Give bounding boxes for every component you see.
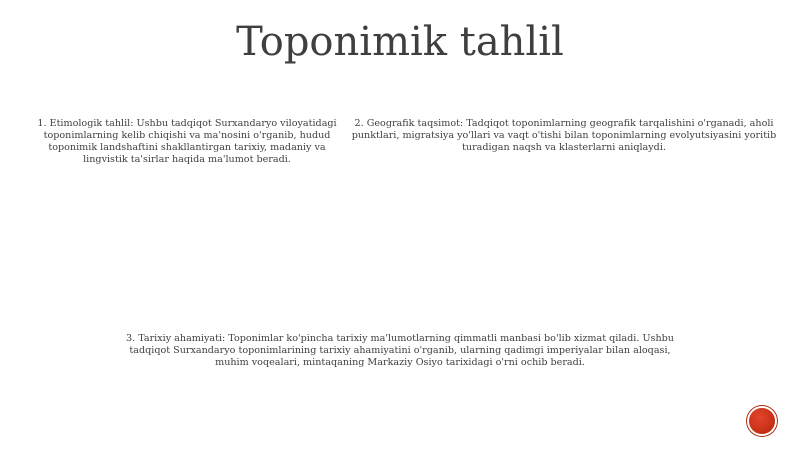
paragraph-geographic-distribution: 2. Geografik taqsimot: Tadqiqot toponimlarning geografik tarqalishini o'rganadi, aholi punktlari, migratsiya yo'llari va vaqt o'tishi bilan toponimlarning evolyutsiyasini yoritib turadigan naqsh va klasterlarni aniqlaydi. [351,118,777,153]
slide-title: Toponimik tahlil [236,19,564,65]
paragraph-etymological-analysis: 1. Etimologik tahlil: Ushbu tadqiqot Surxandaryo viloyatidagi toponimlarning kelib chiqishi va ma'nosini o'rganib, hudud toponimik landshaftini shakllantirgan tarixiy, madaniy va lingvistik ta'sirlar haqida ma'lumot beradi. [37,118,337,165]
next-slide-button[interactable] [749,408,775,434]
paragraph-historical-significance: 3. Tarixiy ahamiyati: Toponimlar ko'pincha tarixiy ma'lumotlarning qimmatli manbasi bo'lib xizmat qiladi. Ushbu tadqiqot Surxandaryo toponimlarining tarixiy ahamiyatini o'rganib, ularning qadimgi imperiyalar bilan aloqasi, muhim voqealari, mintaqaning Markaziy Osiyo tarixidagi o'rni ochib beradi. [126,333,674,368]
